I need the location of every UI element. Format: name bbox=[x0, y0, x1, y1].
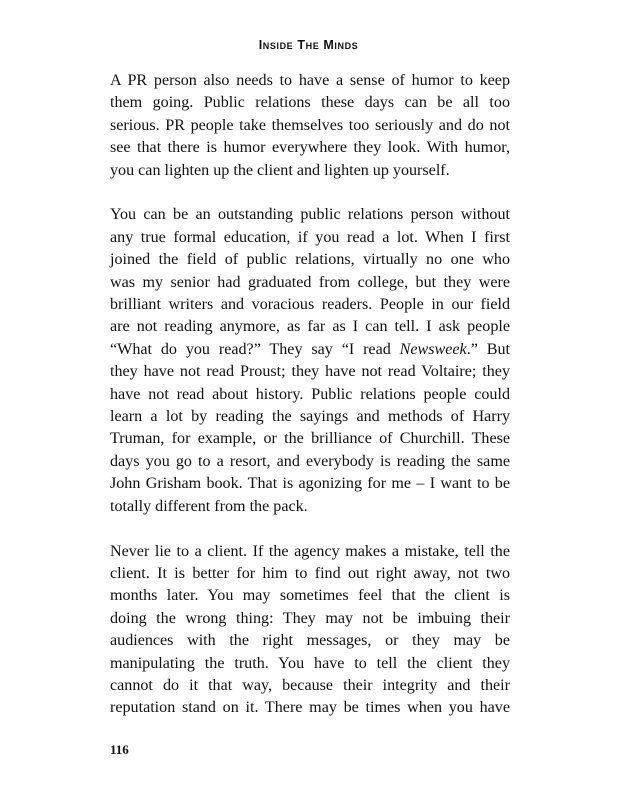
page-number: 116 bbox=[110, 742, 129, 757]
text-line: are not reading anymore, as far as I can tell. I ask people bbox=[110, 318, 510, 336]
paragraph-humor bbox=[110, 70, 510, 182]
quote-lead: “What do you read?” They say “I read bbox=[110, 340, 400, 358]
text-line: learn a lot by reading the sayings and methods of Harry bbox=[110, 408, 510, 426]
running-header: Inside The Minds bbox=[258, 38, 359, 52]
text-line: you can lighten up the client and lighten up yourself. bbox=[110, 161, 450, 179]
paragraph-reading bbox=[110, 204, 510, 518]
text-line: brilliant writers and voracious readers. People in our field bbox=[110, 296, 510, 314]
text-line: reputation stand on it. There may be times when you have bbox=[110, 699, 510, 717]
text-line: have not read about history. Public relations people could bbox=[110, 385, 510, 403]
text-line: joined the field of public relations, virtually no one who bbox=[110, 251, 510, 269]
text-line: see that there is humor everywhere they look. With humor, bbox=[110, 139, 510, 157]
text-line: serious. PR people take themselves too seriously and do not bbox=[110, 116, 510, 134]
text-line: totally different from the pack. bbox=[110, 497, 308, 515]
text-line: client. It is better for him to find out right away, not two bbox=[110, 564, 510, 582]
text-line: was my senior had graduated from college, but they were bbox=[110, 273, 510, 291]
text-line: doing the wrong thing: They may not be imbuing their bbox=[110, 609, 510, 627]
text-line: audiences with the right messages, or they may be bbox=[110, 632, 510, 650]
text-line: Never lie to a client. If the agency makes a mistake, tell the bbox=[110, 542, 510, 560]
text-line: Truman, for example, or the brilliance of Churchill. These bbox=[110, 430, 510, 448]
text-line: they have not read Proust; they have not read Voltaire; they bbox=[110, 363, 510, 381]
magazine-title: Newsweek bbox=[399, 340, 467, 358]
text-line: months later. You may sometimes feel that the client is bbox=[110, 587, 510, 605]
paragraph-honesty bbox=[110, 541, 510, 720]
text-line: any true formal education, if you read a lot. When I first bbox=[110, 228, 510, 246]
text-line: John Grisham book. That is agonizing for me – I want to be bbox=[110, 475, 510, 493]
body-text bbox=[110, 70, 510, 742]
text-line: cannot do it that way, because their integrity and their bbox=[110, 676, 510, 694]
text-line: days you go to a resort, and everybody is reading the same bbox=[110, 452, 510, 470]
text-line: manipulating the truth. You have to tell the client they bbox=[110, 654, 510, 672]
text-line: A PR person also needs to have a sense of humor to keep bbox=[110, 72, 510, 89]
text-line: them going. Public relations these days can be all too bbox=[110, 94, 510, 112]
text-line-with-title bbox=[110, 339, 510, 361]
text-line: You can be an outstanding public relations person without bbox=[110, 206, 510, 224]
quote-close: .” But bbox=[466, 340, 510, 358]
